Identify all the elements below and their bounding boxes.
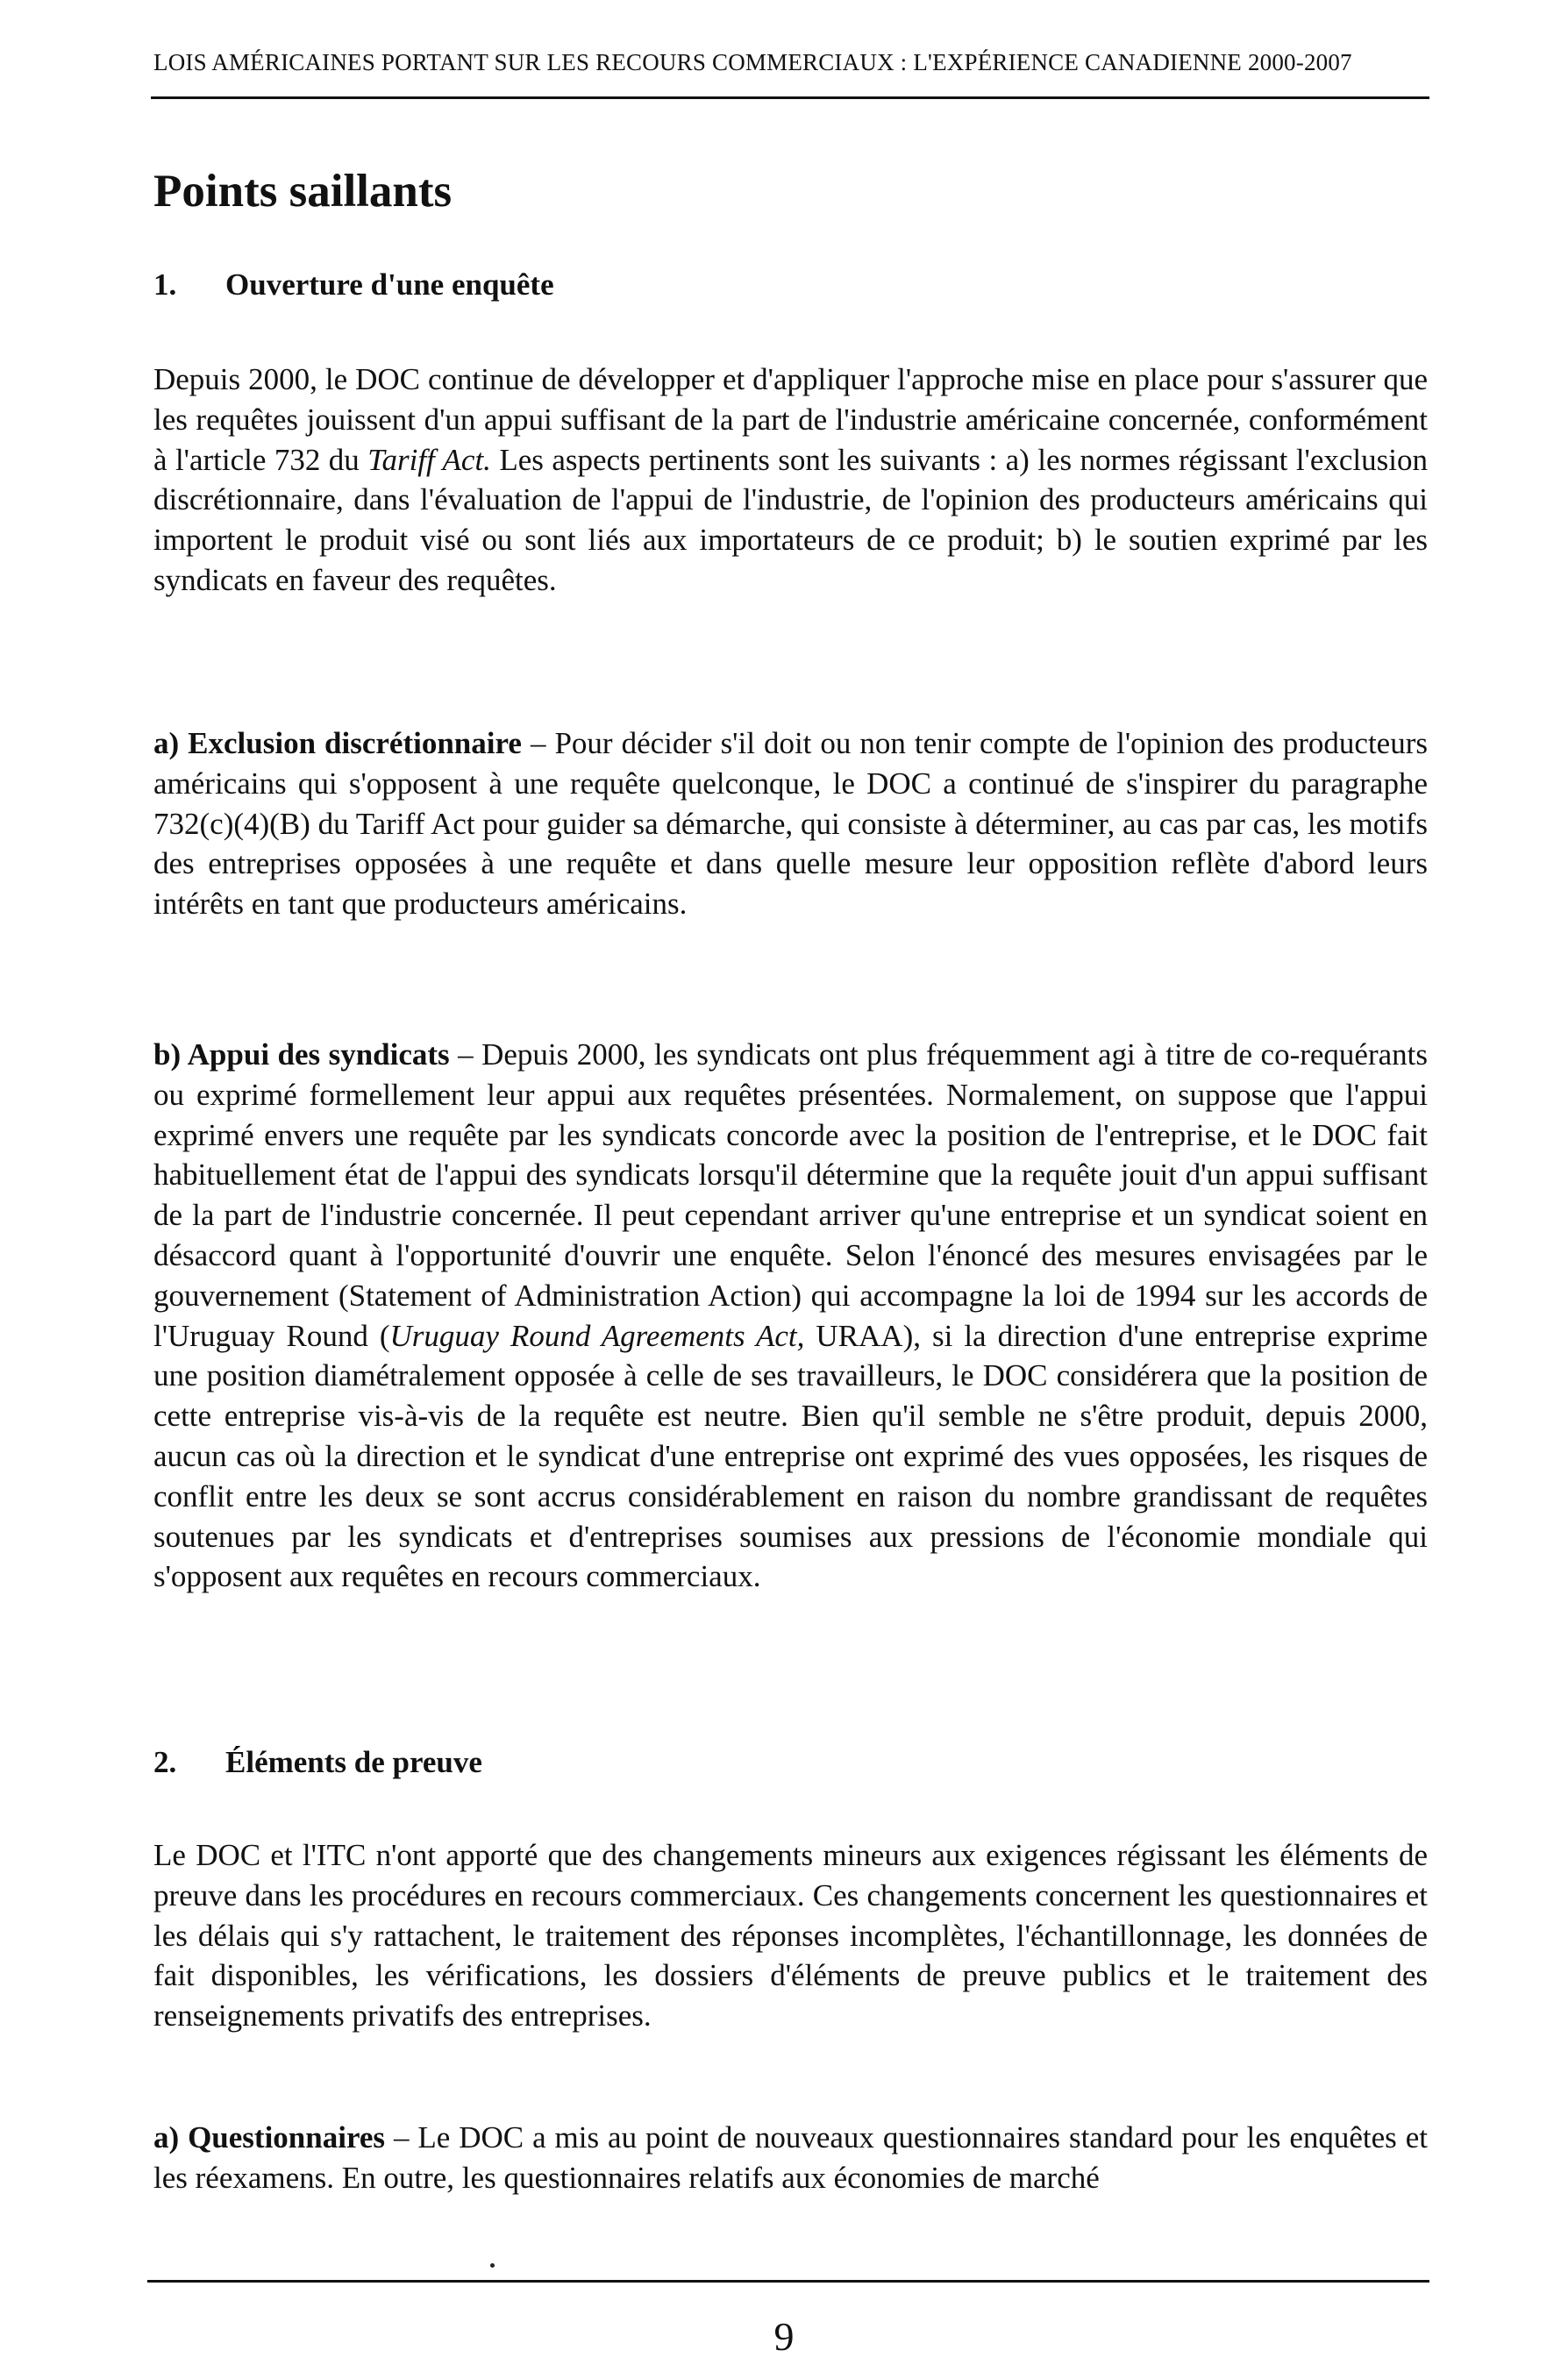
questionnaires-paragraph	[153, 2118, 1428, 2198]
questionnaires-label: a) Questionnaires	[153, 2120, 386, 2155]
header-rule	[151, 96, 1429, 99]
section-1-number: 1.	[153, 267, 177, 302]
page-number: 9	[773, 2314, 795, 2359]
section-2-intro-paragraph: Le DOC et l'ITC n'ont apporté que des changements mineurs aux exigences régissant les éléments de preuve dans les procédures en recours commerciaux. Ces changements concernent les questionnaires et les délais qui s'y rattachent, le traitement des réponses incomplètes, l'échantillonnage, les données de fait disponibles, les vérifications, les dossiers d'éléments de preuve publics et le traitement des renseignements privatifs des entreprises.	[153, 1838, 1428, 2034]
section-2-title	[153, 1745, 482, 1780]
exclusion-text: – Pour décider s'il doit ou non tenir compte de l'opinion des producteurs américains qui s'opposent à une requête quelconque, le DOC a continué de s'inspirer du paragraphe 732(c)(4)(B) du Tariff Act pour guider sa démarche, qui consiste à déterminer, au cas par cas, les motifs des entreprises opposées à une requête et dans quelle mesure leur opposition reflète d'abord leurs intérêts en tant que producteurs américains.	[153, 726, 1428, 922]
union-text-after: URAA), si la direction d'une entreprise exprime une position diamétralement opposée à celle de ses travailleurs, le DOC considérera que la position de cette entreprise vis-à-vis de la requête est neutre. Bien qu'il semble ne s'être produit, depuis 2000, aucun cas où la direction et le syndicat d'une entreprise ont exprimé des vues opposées, les risques de conflit entre les deux se sont accrus considérablement en raison du nombre grandissant de requêtes soutenues par les syndicats et d'entreprises soumises aux pressions de l'économie mondiale qui s'opposent aux requêtes en recours commerciaux.	[153, 1318, 1428, 1594]
footer-rule	[147, 2280, 1429, 2283]
running-header: LOIS AMÉRICAINES PORTANT SUR LES RECOURS COMMERCIAUX : L'EXPÉRIENCE CANADIENNE 2000-2007	[153, 49, 1352, 75]
section-1-title	[153, 267, 554, 303]
stray-dot-mark	[490, 2263, 495, 2268]
section-2-number: 2.	[153, 1745, 177, 1779]
section-1-title-text: Ouverture d'une enquête	[225, 267, 554, 302]
section-2-title-text: Éléments de preuve	[225, 1745, 482, 1779]
section-1-intro-paragraph	[153, 360, 1428, 601]
union-support-paragraph	[153, 1035, 1428, 1597]
intro-italic-citation: Tariff Act.	[367, 442, 491, 477]
exclusion-label: a) Exclusion discrétionnaire	[153, 726, 522, 760]
page-heading: Points saillants	[153, 166, 453, 217]
union-support-label: b) Appui des syndicats	[153, 1037, 450, 1072]
union-italic-citation: Uruguay Round Agreements Act,	[389, 1318, 805, 1353]
questionnaires-text: – Le DOC a mis au point de nouveaux questionnaires standard pour les enquêtes et les réexamens. En outre, les questionnaires relatifs aux économies de marché	[153, 2120, 1428, 2195]
intro-text-after: Les aspects pertinents sont les suivants : a) les normes régissant l'exclusion discrétionnaire, dans l'évaluation de l'appui de l'industrie, de l'opinion des producteurs américains qui importent le produit visé ou sont liés aux importateurs de ce produit; b) le soutien exprimé par les syndicats en faveur des requêtes.	[153, 442, 1429, 597]
exclusion-paragraph	[153, 723, 1428, 924]
union-text-before: – Depuis 2000, les syndicats ont plus fréquemment agi à titre de co-requérants ou exprimé formellement leur appui aux requêtes présentées. Normalement, on suppose que l'appui exprimé envers une requête par les syndicats concorde avec la position de l'entreprise, et le DOC fait habituellement état de l'appui des syndicats lorsqu'il détermine que la requête jouit d'un appui suffisant de la part de l'industrie concernée. Il peut cependant arriver qu'une entreprise et un syndicat soient en désaccord quant à l'opportunité d'ouvrir une enquête. Selon l'énoncé des mesures envisagées par le gouvernement (Statement of Administration Action) qui accompagne la loi de 1994 sur les accords de l'Uruguay Round (	[153, 1037, 1428, 1353]
intro-text-before: Depuis 2000, le DOC continue de développer et d'appliquer l'approche mise en place pour s'assurer que les requêtes jouissent d'un appui suffisant de la part de l'industrie américaine concernée, conformément à l'article 732 du	[153, 362, 1428, 477]
